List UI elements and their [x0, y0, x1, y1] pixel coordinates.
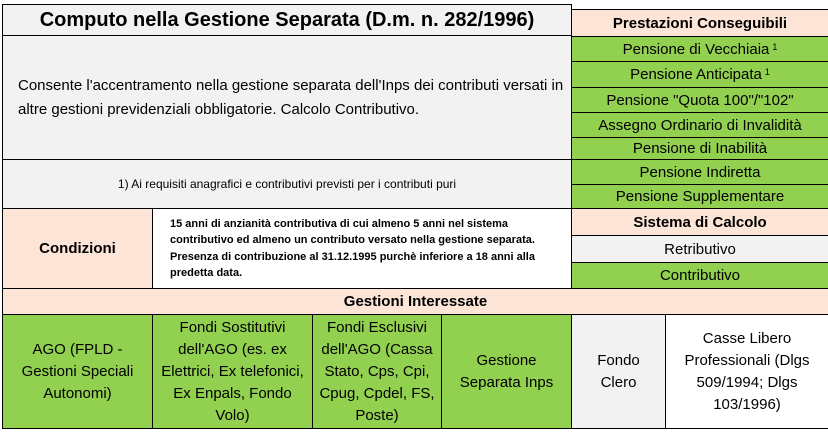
prestazione-label: Pensione Indiretta: [639, 163, 761, 181]
prestazione-label: Pensione di Vecchiaia: [622, 40, 770, 58]
gestione-item: Fondo Clero: [571, 314, 666, 429]
prestazione-item: [571, 112, 828, 138]
page-title: Computo nella Gestione Separata (D.m. n. 282/1996): [2, 4, 572, 36]
prestazione-item: [571, 184, 828, 209]
prestazione-item: [571, 61, 828, 88]
gestione-item: Fondi Sostitutivi dell'AGO (es. ex Elettrici, Ex telefonici, Ex Enpals, Fondo Volo): [152, 314, 313, 429]
gestione-item: Fondi Esclusivi dell'AGO (Cassa Stato, Cps, Cpi, Cpug, Cpdel, FS, Poste): [312, 314, 442, 429]
gestione-item: Gestione Separata Inps: [441, 314, 572, 429]
gestioni-header: Gestioni Interessate: [2, 288, 828, 315]
prestazione-label: Pensione di Inabilità: [632, 140, 768, 157]
condizioni-text: 15 anni di anzianità contributiva di cui almeno 5 anni nel sistema contributivo ed almeno un contributo versato nella gestione separata. Presenza di contribuzione al 31.12.1995 purchè inferiore a 18 anni alla predetta data.: [152, 208, 572, 289]
description-text: Consente l'accentramento nella gestione separata dell'Inps dei contributi versati in altre gestioni previdenziali obbligatorie. Calcolo Contributivo.: [2, 35, 572, 160]
prestazione-item: [571, 159, 828, 185]
prestazione-item: [571, 87, 828, 113]
sistema-contributivo: Contributivo: [571, 262, 828, 289]
footnote-marker: 1: [764, 67, 770, 77]
prestazione-item: [571, 36, 828, 62]
prestazione-label: Pensione Supplementare: [615, 188, 785, 205]
prestazione-label: Pensione Anticipata: [630, 66, 762, 83]
sistema-retributivo: Retributivo: [571, 235, 828, 263]
footnote-text: 1) Ai requisiti anagrafici e contributivi previsti per i contributi puri: [2, 159, 572, 209]
sistema-header: Sistema di Calcolo: [571, 208, 828, 236]
gestione-item: Casse Libero Professionali (Dlgs 509/1994; Dlgs 103/1996): [665, 314, 828, 429]
condizioni-label: Condizioni: [2, 208, 153, 289]
footnote-marker: 1: [772, 41, 778, 52]
prestazione-label: Assegno Ordinario di Invalidità: [598, 116, 802, 134]
prestazione-label: Pensione "Quota 100"/"102": [606, 91, 794, 109]
prestazione-item: [571, 137, 828, 160]
gestione-item: AGO (FPLD - Gestioni Speciali Autonomi): [2, 314, 153, 429]
prestazioni-header: Prestazioni Conseguibili: [571, 9, 828, 37]
